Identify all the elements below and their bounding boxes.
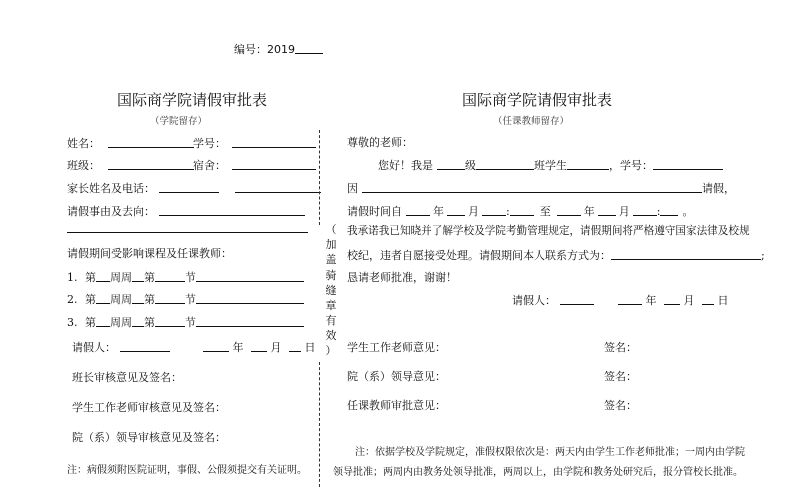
seal-char: 章	[325, 298, 337, 312]
sign-day-char: 日	[717, 294, 729, 307]
dorm-label: 宿舍：	[193, 159, 226, 172]
left-reason-row	[67, 205, 305, 217]
from-month-char: 月	[468, 205, 479, 218]
seal-char: 骑	[325, 268, 337, 282]
promise-line-1: 我承诺我已知晓并了解学校及学院考勤管理规定，请假期间将严格遵守国家法律及校规	[347, 225, 750, 237]
applicant-label: 请假人：	[72, 341, 116, 354]
left-date-row	[203, 341, 316, 353]
leave-time-row	[347, 205, 693, 217]
right-note-line-2: 领导批准；两周内由教务处领导批准，两周以上，由学院和教务处研究后，报分管校长批准。	[333, 467, 743, 478]
applicant-field-r[interactable]	[560, 294, 594, 305]
course-di: 第	[85, 316, 96, 329]
parent-name-field[interactable]	[159, 182, 219, 193]
left-title: 国际商学院请假审批表	[117, 91, 268, 109]
serial-blank[interactable]	[295, 43, 323, 54]
seal-text	[322, 222, 340, 359]
course-di2: 第	[144, 293, 155, 306]
course-num: 2.	[67, 293, 78, 306]
student-id-text: 学号：	[620, 159, 653, 172]
seal-char: ）	[325, 344, 337, 358]
right-note-line-1: 注：依据学校及学院规定，准假权限依次是：两天内由学生工作老师批准；一周内由学院	[355, 447, 745, 458]
reason-field-r[interactable]	[362, 182, 702, 193]
grade-text: 级	[465, 159, 476, 172]
right-title: 国际商学院请假审批表	[462, 91, 613, 109]
applicant-label-r: 请假人：	[512, 294, 556, 307]
sign-day-field[interactable]	[702, 294, 714, 305]
course-weekday-field[interactable]	[132, 271, 144, 282]
because-text: 因	[347, 182, 358, 195]
student-id-label: 学号：	[193, 137, 226, 150]
serial-number	[234, 43, 323, 55]
to-day-field[interactable]	[633, 205, 657, 216]
to-colon: :	[656, 205, 661, 218]
course-row	[67, 293, 304, 305]
course-period-field[interactable]	[155, 271, 185, 282]
course-zhou: 周周	[110, 271, 132, 284]
to-month-field[interactable]	[598, 205, 616, 216]
sign-dept: 签名：	[604, 370, 637, 383]
left-id-row	[193, 137, 316, 149]
course-jie: 节	[185, 293, 196, 306]
to-year-field[interactable]	[557, 205, 581, 216]
opinion-teacher: 任课教师审批意见：	[347, 399, 446, 412]
dorm-field[interactable]	[232, 159, 316, 170]
course-di2: 第	[144, 271, 155, 284]
sign-counselor: 签名：	[604, 341, 637, 354]
seal-char: 盖	[325, 253, 337, 267]
monitor-label: 班长审核意见及签名：	[72, 371, 182, 384]
reason-label: 请假事由及去向：	[67, 205, 155, 218]
left-applicant-row	[72, 341, 170, 353]
name-field[interactable]	[108, 137, 194, 148]
reason-field-line2[interactable]	[67, 232, 308, 233]
course-jie: 节	[185, 271, 196, 284]
day-char: 日	[304, 341, 316, 354]
apply-month-field[interactable]	[251, 341, 267, 352]
intro-row	[378, 159, 723, 171]
right-subtitle: （任课教师留存）	[493, 116, 570, 127]
course-di: 第	[85, 271, 96, 284]
reason-row-r	[347, 182, 735, 194]
class-student-text: 班学生	[534, 159, 567, 172]
from-day-field[interactable]	[482, 205, 506, 216]
course-week-field[interactable]	[96, 316, 110, 327]
course-di: 第	[85, 293, 96, 306]
semicolon-text: ;	[761, 249, 765, 262]
promise-text: 校纪，违者自愿接受处理。请假期间本人联系方式为：	[347, 249, 611, 262]
seal-char: 加	[325, 238, 337, 252]
ask-text: 恳请老师批准，谢谢！	[347, 271, 457, 284]
left-subtitle: （学院留存）	[150, 116, 208, 127]
course-di2: 第	[144, 316, 155, 329]
to-time-field[interactable]	[660, 205, 678, 216]
opinion-dept: 院（系）领导意见：	[347, 370, 446, 383]
course-zhou: 周周	[110, 293, 132, 306]
student-id-field[interactable]	[232, 137, 316, 148]
to-text: 至	[539, 205, 551, 218]
student-id-field-r[interactable]	[653, 159, 723, 170]
courses-label: 请假期间受影响课程及任课教师：	[67, 247, 232, 260]
apply-day-field[interactable]	[289, 341, 301, 352]
course-zhou: 周周	[110, 316, 132, 329]
take-leave-text: 请假，	[702, 182, 735, 195]
from-year-char: 年	[433, 205, 444, 218]
course-week-field[interactable]	[96, 293, 110, 304]
dept-label: 院（系）领导审核意见及签名：	[72, 431, 226, 444]
parent-label: 家长姓名及电话：	[67, 182, 155, 195]
from-year-field[interactable]	[406, 205, 430, 216]
right-applicant-row	[512, 294, 594, 306]
contact-field[interactable]	[611, 249, 761, 260]
left-parent-row	[67, 182, 321, 194]
course-weekday-field[interactable]	[132, 293, 144, 304]
class-field-r[interactable]	[476, 159, 534, 170]
sign-teacher: 签名：	[604, 399, 637, 412]
leave-time-label: 请假时间自	[347, 205, 402, 218]
student-name-field[interactable]	[567, 159, 609, 170]
seal-char: 有	[325, 314, 337, 328]
serial-year: 2019	[267, 43, 295, 56]
course-teacher-field[interactable]	[196, 293, 304, 304]
divider-line-bottom	[319, 362, 320, 487]
opinion-counselor: 学生工作老师意见：	[347, 341, 446, 354]
course-period-field[interactable]	[155, 293, 185, 304]
left-dorm-row	[193, 159, 316, 171]
grade-field[interactable]	[437, 159, 465, 170]
to-month-char: 月	[618, 205, 630, 218]
course-weekday-field[interactable]	[132, 316, 144, 327]
sign-month-char: 月	[683, 294, 695, 307]
course-teacher-field[interactable]	[196, 271, 304, 282]
parent-phone-field[interactable]	[235, 182, 321, 193]
class-field[interactable]	[108, 159, 194, 170]
serial-label: 编号：	[234, 43, 267, 56]
divider-line-top	[319, 130, 320, 225]
from-time-field[interactable]	[510, 205, 534, 216]
comma-text: ，	[609, 159, 620, 172]
applicant-field[interactable]	[120, 341, 170, 352]
month-char: 月	[270, 341, 282, 354]
course-week-field[interactable]	[96, 271, 110, 282]
course-period-field[interactable]	[155, 316, 185, 327]
seal-char: 缝	[325, 283, 337, 297]
right-date-row	[618, 294, 729, 306]
reason-field[interactable]	[159, 205, 305, 216]
seal-char: 效	[325, 329, 337, 343]
to-year-char: 年	[583, 205, 595, 218]
hello-text: 您好！我是	[378, 159, 433, 172]
from-colon: :	[506, 205, 510, 218]
period-mark: 。	[682, 205, 694, 218]
counselor-label: 学生工作老师审核意见及签名：	[72, 401, 226, 414]
sign-year-char: 年	[645, 294, 657, 307]
sign-month-field[interactable]	[664, 294, 680, 305]
name-label: 姓名：	[67, 137, 100, 150]
greeting: 尊敬的老师：	[347, 136, 413, 149]
left-name-row	[67, 137, 194, 149]
year-char: 年	[232, 341, 244, 354]
apply-year-field[interactable]	[203, 341, 229, 352]
left-class-row	[67, 159, 194, 171]
course-jie: 节	[185, 316, 196, 329]
course-row	[67, 316, 304, 328]
seal-char: （	[325, 223, 337, 236]
left-note: 注：病假须附医院证明，事假、公假须提交有关证明。	[67, 465, 307, 476]
from-month-field[interactable]	[447, 205, 465, 216]
promise-line-2	[347, 249, 765, 261]
course-row	[67, 271, 304, 283]
course-num: 1.	[67, 271, 78, 284]
sign-year-field[interactable]	[618, 294, 642, 305]
course-num: 3.	[67, 316, 78, 329]
course-teacher-field[interactable]	[196, 316, 304, 327]
class-label: 班级：	[67, 159, 100, 172]
